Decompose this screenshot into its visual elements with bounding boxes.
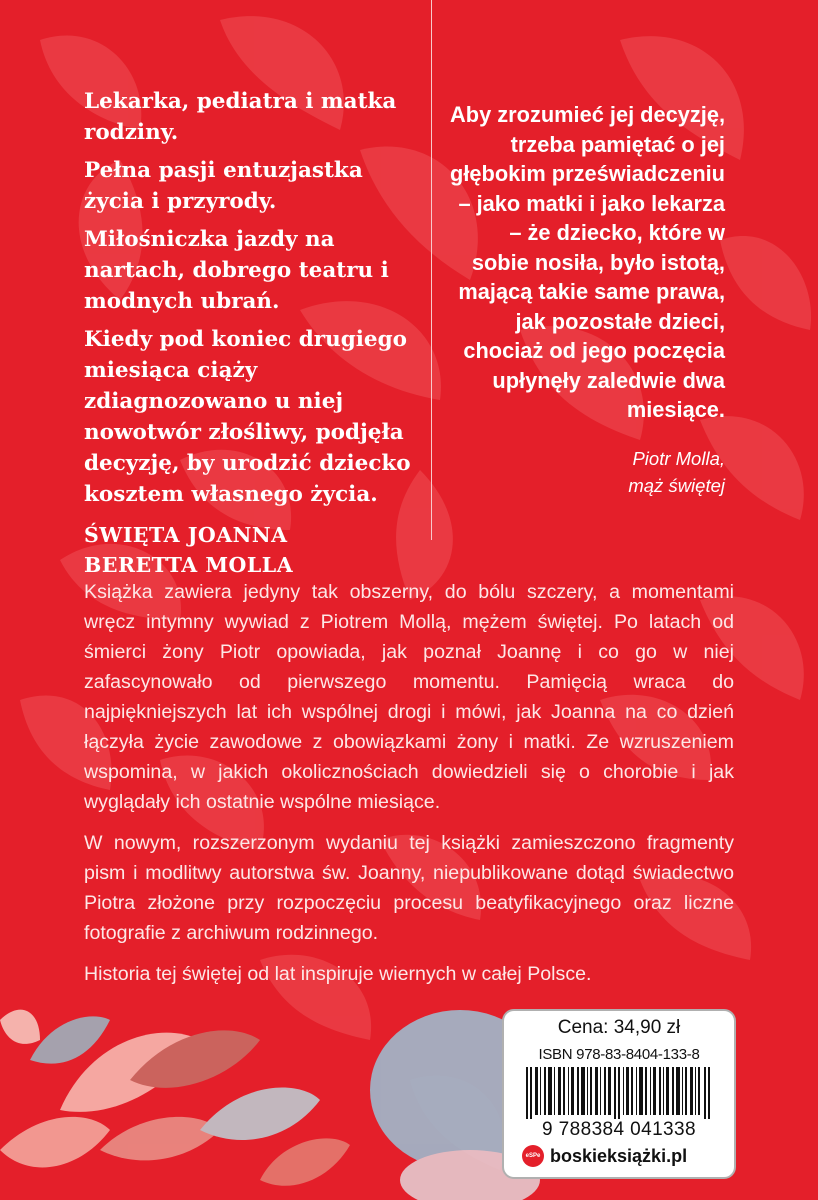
isbn-label: ISBN 978-83-8404-133-8 [538, 1046, 700, 1063]
price-label: Cena: 34,90 zł [557, 1017, 681, 1038]
publisher-logo-icon: eSPe [522, 1145, 544, 1167]
intro-line-1: Lekarka, pediatra i matka rodziny. [84, 89, 397, 145]
quote-signature [450, 445, 725, 499]
saint-name-line-1: ŚWIĘTA JOANNA [84, 523, 288, 547]
barcode-digits: 9 788384 041338 [542, 1119, 696, 1140]
price-barcode-box [502, 1009, 736, 1179]
column-divider [431, 0, 432, 540]
intro-line-3: Miłośniczka jazdy na nartach, dobrego teatru i modnych ubrań. [84, 227, 389, 314]
publisher-name: boskieksiążki.pl [550, 1146, 688, 1166]
intro-line-4: Kiedy pod koniec drugiego miesiąca ciąży zdiagnozowano u niej nowotwór złośliwy, podjęła decyzję, by urodzić dziecko kosztem własnego życia. [84, 327, 411, 507]
description-paragraph-1: Książka zawiera jedyny tak obszerny, do bólu szczery, a momentami wręcz intymny wywiad z Piotrem Mollą, mężem świętej. Po latach od śmierci żony Piotr opowiada, jak poznał Joannę i co go w niej zafascynowało od pierwszego momentu. Pamięcią wraca do najpiękniejszych lat ich wspólnej drogi i mówi, jak Joanna na co dzień łączyła życie zawodowe z obowiązkami żony i matki. Ze wzruszeniem wspomina, w jakich okolicznościach dowiedzieli się o chorobie i jak wyglądały ich ostatnie wspólne miesiące. [84, 581, 734, 813]
publisher [522, 1144, 732, 1168]
saint-name-line-2: BERETTA MOLLA [84, 553, 294, 577]
quote-author: Piotr Molla, [632, 447, 725, 469]
saint-name [84, 520, 414, 580]
quote-author-role: mąż świętej [628, 474, 725, 496]
description-paragraph-3: Historia tej świętej od lat inspiruje wiernych w całej Polsce. [84, 963, 592, 985]
quote-text: Aby zrozumieć jej decyzję, trzeba pamiętać o jej głębokim przeświadczeniu – jako matki i jako lekarza – że dziecko, które w sobie nosiła, było istotą, mającą takie same prawa, jak pozostałe dzieci, chociaż od jego poczęcia upłynęły zaledwie dwa miesiące. [450, 102, 725, 422]
left-column [84, 86, 414, 580]
description-paragraph-2: W nowym, rozszerzonym wydaniu tej książki zamieszczono fragmenty pism i modlitwy autorstwa św. Joanny, niepublikowane dotąd świadectwo Piotra złożone przy rozpoczęciu procesu beatyfikacyjnego oraz liczne fotografie z archiwum rodzinnego. [84, 832, 734, 944]
intro-line-2: Pełna pasji entuzjastka życia i przyrody. [84, 158, 363, 214]
barcode-icon [520, 1067, 720, 1119]
quote-column [450, 100, 725, 499]
book-description [84, 577, 734, 1000]
